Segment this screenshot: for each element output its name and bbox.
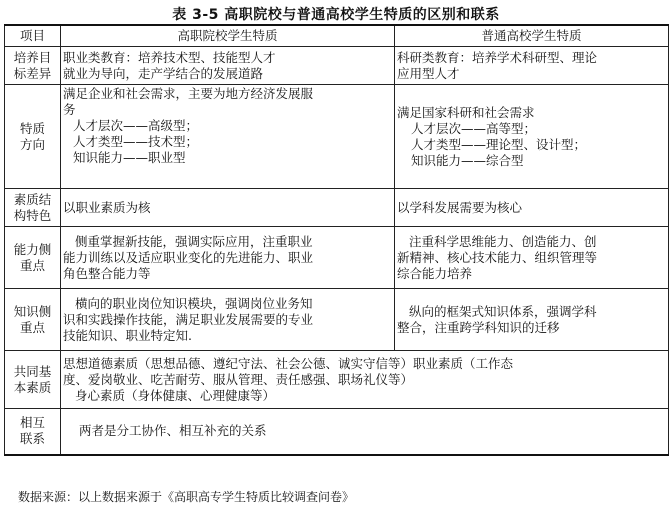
- label-line: 共同基: [13, 363, 52, 379]
- cell-ability-vocational: [61, 227, 395, 289]
- label-line: 重点: [19, 257, 45, 273]
- row-label-common: [5, 351, 61, 409]
- comparison-table: [4, 24, 669, 456]
- text-line: 新精神、核心技术能力、组织管理等: [397, 249, 598, 265]
- table-caption: 表 3-5 高职院校与普通高校学生特质的区别和联系: [172, 7, 500, 23]
- text-line: 度、爱岗敬业、吃苦耐劳、服从管理、责任感强、职场礼仪等）: [63, 371, 414, 387]
- row-quality: [5, 189, 669, 227]
- cell-quality-general: 以学科发展需要为核心: [395, 189, 669, 227]
- text-line: 技能知识、职业特定知.: [63, 327, 192, 343]
- text-line: 满足国家科研和社会需求: [397, 104, 535, 120]
- header-row: [5, 25, 669, 47]
- cell-goal-vocational: [61, 47, 395, 85]
- cell-knowledge-vocational: [61, 289, 395, 351]
- cell-traits-vocational: [61, 85, 395, 189]
- cell-quality-vocational: 以职业素质为核: [61, 189, 395, 227]
- text-line: 思想道德素质（思想品德、遵纪守法、社会公德、诚实守信等）职业素质（工作态: [63, 355, 514, 371]
- row-ability: [5, 227, 669, 289]
- header-vocational: 高职院校学生特质: [61, 25, 395, 47]
- cell-goal-general: [395, 47, 669, 85]
- source-note: 数据来源：以上数据来源于《高职高专学生特质比较调查问卷》: [18, 490, 355, 504]
- text-line: 人才层次——高级型；: [73, 118, 199, 133]
- text-line: 就业为导向，走产学结合的发展道路: [63, 65, 264, 81]
- row-label-quality: [5, 189, 61, 227]
- text-line: 知识能力——职业型: [73, 150, 186, 165]
- row-traits: [5, 85, 669, 189]
- text-line: 科研类教育：培养学术科研型、理论: [397, 49, 598, 65]
- text-line: 务: [63, 102, 76, 117]
- label-line: 特质: [19, 120, 45, 136]
- text-line: 知识能力——综合型: [411, 152, 524, 168]
- label-line: 能力侧: [13, 241, 52, 257]
- label-line: 重点: [19, 319, 45, 335]
- label-line: 相互: [19, 415, 45, 431]
- cell-traits-general: [395, 85, 669, 189]
- label-line: 培养目: [13, 49, 52, 65]
- row-label-ability: [5, 227, 61, 289]
- text-line: 侧重掌握新技能，强调实际应用，注重职业: [75, 233, 313, 249]
- cell-ability-general: [395, 227, 669, 289]
- text-line: 横向的职业岗位知识模块，强调岗位业务知: [75, 295, 313, 311]
- text-line: 整合，注重跨学科知识的迁移: [397, 319, 560, 335]
- row-label-relation: [5, 409, 61, 455]
- row-common: [5, 351, 669, 409]
- header-general: 普通高校学生特质: [395, 25, 669, 47]
- cell-relation: 两者是分工协作、相互补充的关系: [61, 409, 669, 455]
- text-line: 综合能力培养: [397, 265, 473, 281]
- text-line: 人才类型——理论型、设计型；: [411, 136, 587, 152]
- row-label-knowledge: [5, 289, 61, 351]
- label-line: 本素质: [13, 379, 52, 395]
- text-line: 应用型人才: [397, 65, 460, 81]
- text-line: 角色整合能力等: [63, 265, 151, 281]
- cell-common: [61, 351, 669, 409]
- text-line: 职业类教育：培养技术型、技能型人才: [63, 49, 276, 65]
- header-item: 项目: [5, 25, 61, 47]
- label-line: 素质结: [13, 191, 52, 207]
- row-knowledge: [5, 289, 669, 351]
- text-line: 满足企业和社会需求，主要为地方经济发展服: [63, 86, 314, 101]
- label-line: 构特色: [13, 207, 52, 223]
- label-line: 联系: [19, 431, 45, 447]
- text-line: 人才类型——技术型；: [73, 134, 199, 149]
- label-line: 知识侧: [13, 303, 52, 319]
- row-relation: [5, 409, 669, 455]
- text-line: 人才层次——高等型；: [411, 120, 537, 136]
- text-line: 身心素质（身体健康、心理健康等）: [75, 387, 276, 403]
- row-goal: [5, 47, 669, 85]
- row-label-traits: [5, 85, 61, 189]
- label-line: 标差异: [13, 65, 52, 81]
- row-label-goal: [5, 47, 61, 85]
- cell-knowledge-general: [395, 289, 669, 351]
- label-line: 方向: [19, 136, 45, 152]
- text-line: 注重科学思维能力、创造能力、创: [409, 233, 597, 249]
- text-line: 识和实践操作技能，满足职业发展需要的专业: [63, 311, 314, 327]
- text-line: 能力训练以及适应职业变化的先进能力、职业: [63, 249, 314, 265]
- text-line: 纵向的框架式知识体系，强调学科: [409, 303, 597, 319]
